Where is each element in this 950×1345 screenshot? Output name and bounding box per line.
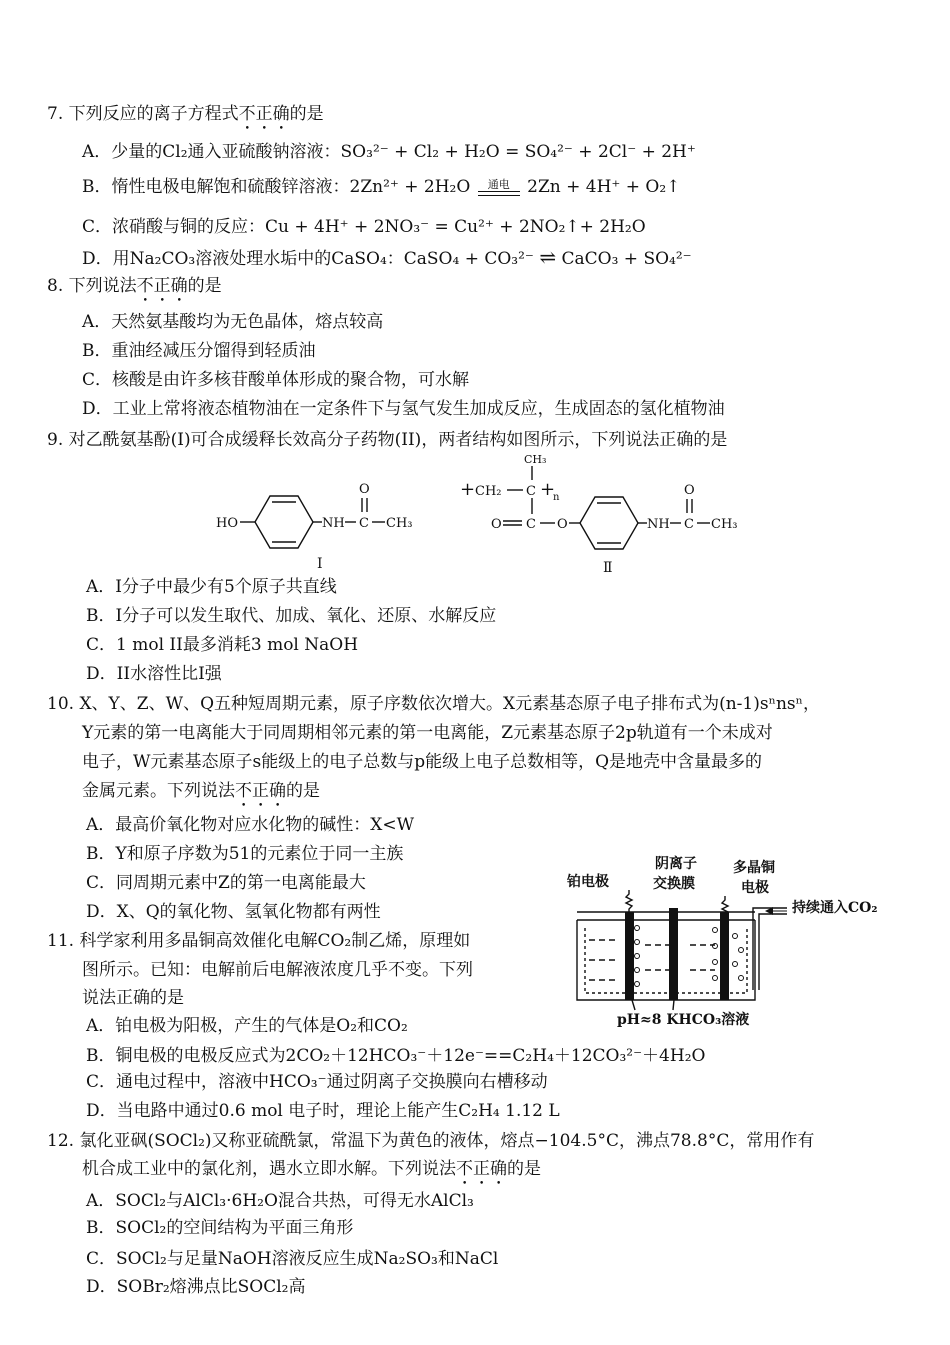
option-label: D． bbox=[86, 664, 117, 684]
q10-option-c bbox=[86, 872, 366, 894]
option-label: D． bbox=[82, 249, 113, 269]
q11-electrolysis-figure bbox=[565, 850, 915, 1030]
option-text: SOBr₂熔沸点比SOCl₂高 bbox=[116, 1277, 306, 1297]
struct-ii-label: Ⅱ bbox=[603, 560, 613, 576]
option-label: D． bbox=[86, 1277, 117, 1297]
option-label: D． bbox=[82, 399, 113, 419]
cu-electrode bbox=[720, 912, 729, 1000]
option-text: X、Q的氧化物、氢氧化物都有两性 bbox=[116, 902, 381, 922]
q7-stem-text: 下列反应的离子方程式 bbox=[68, 104, 239, 124]
option-text: 工业上常将液态植物油在一定条件下与氢气发生加成反应，生成固态的氢化植物油 bbox=[112, 399, 725, 419]
q8-emphasis: 不正确 bbox=[136, 276, 188, 296]
struct-i-label: I bbox=[317, 556, 323, 572]
struct-ii-o-ester: O bbox=[491, 517, 502, 532]
struct-ii-c3: C bbox=[684, 517, 694, 532]
q12-text: 机合成工业中的氯化剂，遇水立即水解。下列说法 bbox=[82, 1159, 456, 1179]
q10-option-b bbox=[86, 843, 403, 865]
q10-line-3: 电子，W元素基态原子s能级上的电子总数与p能级上电子总数相等，Q是地壳中含量最多的 bbox=[82, 752, 763, 772]
option-text: SOCl₂与AlCl₃·6H₂O混合共热，可得无水AlCl₃ bbox=[115, 1191, 474, 1211]
option-text: 用Na₂CO₃溶液处理水垢中的CaSO₄：CaSO₄ + CO₃²⁻ bbox=[112, 249, 534, 269]
q8-option-b bbox=[82, 340, 316, 362]
q8-number: 8. bbox=[47, 276, 64, 296]
option-text: 浓硝酸与铜的反应：Cu + 4H⁺ + 2NO₃⁻ = Cu²⁺ + 2NO₂↑+ 2H₂O bbox=[112, 217, 646, 237]
q9-option-c bbox=[86, 634, 358, 656]
equilibrium-arrow: ⇌ bbox=[539, 245, 557, 269]
pt-electrode bbox=[625, 912, 634, 1000]
option-label: C． bbox=[86, 873, 117, 893]
q11-option-c bbox=[86, 1071, 548, 1093]
q9-number: 9. bbox=[47, 430, 64, 450]
struct-ii-ch3: CH₃ bbox=[711, 517, 738, 532]
q7-number: 7. bbox=[47, 104, 64, 124]
q8-stem bbox=[47, 275, 222, 306]
q11-line-2: 图所示。已知：电解前后电解液浓度几乎不变。下列 bbox=[82, 960, 473, 980]
label-cu-2: 电极 bbox=[741, 880, 769, 896]
option-label: C． bbox=[86, 1072, 117, 1092]
q12-emphasis: 不正确 bbox=[456, 1159, 507, 1179]
q8-stem-text: 下列说法 bbox=[68, 276, 137, 296]
option-text-products: CaCO₃ + SO₄²⁻ bbox=[561, 249, 692, 269]
struct-i-ch3: CH₃ bbox=[386, 516, 413, 531]
q12-text: 氯化亚砜(SOCl₂)又称亚硫酰氯，常温下为黄色的液体，熔点−104.5°C，沸点78.8°C，常用作有 bbox=[79, 1131, 815, 1151]
q9-option-a bbox=[86, 576, 337, 598]
option-label: A． bbox=[86, 577, 116, 597]
struct-ii-c: C bbox=[526, 484, 536, 499]
label-electrolyte: pH≈8 KHCO₃溶液 bbox=[617, 1012, 750, 1028]
q10-option-d bbox=[86, 901, 381, 923]
q10-emphasis: 不正确 bbox=[235, 781, 286, 801]
structure-ii bbox=[460, 453, 738, 576]
option-text: 核酸是由许多核苷酸单体形成的聚合物，可水解 bbox=[112, 370, 470, 390]
q10-line-1 bbox=[47, 693, 820, 715]
option-text: I分子可以发生取代、加成、氧化、还原、水解反应 bbox=[115, 606, 497, 626]
option-text: 1 mol II最多消耗3 mol NaOH bbox=[116, 635, 359, 655]
q12-text-end: 的是 bbox=[507, 1159, 541, 1179]
q8-option-d bbox=[82, 398, 725, 420]
option-label: B． bbox=[82, 341, 112, 361]
option-label: B． bbox=[86, 1046, 116, 1066]
option-label: C． bbox=[86, 635, 117, 655]
option-text: 天然氨基酸均为无色晶体，熔点较高 bbox=[111, 312, 384, 332]
option-text-products: 2Zn + 4H⁺ + O₂↑ bbox=[527, 177, 681, 197]
pt-wire bbox=[626, 890, 632, 912]
condition-label: 通电 bbox=[487, 177, 510, 191]
anion-exchange-membrane bbox=[669, 908, 678, 1000]
q8-stem-end: 的是 bbox=[187, 276, 222, 296]
struct-ii-n: n bbox=[553, 492, 560, 503]
option-text: 铂电极为阳极，产生的气体是O₂和CO₂ bbox=[115, 1016, 408, 1036]
struct-ii-ch3-top: CH₃ bbox=[524, 453, 547, 466]
option-text: 铜电极的电极反应式为2CO₂＋12HCO₃⁻＋12e⁻==C₂H₄＋12CO₃²⁻＋4H₂O bbox=[115, 1046, 706, 1066]
struct-i-ho: HO bbox=[216, 516, 238, 531]
option-text: 重油经减压分馏得到轻质油 bbox=[111, 341, 316, 361]
q12-number: 12. bbox=[47, 1131, 75, 1151]
struct-ii-o-top: O bbox=[684, 483, 695, 498]
label-membrane-1: 阴离子 bbox=[655, 856, 697, 872]
label-membrane-2: 交换膜 bbox=[653, 876, 695, 892]
option-label: D． bbox=[86, 1101, 117, 1121]
q10-text: X、Y、Z、W、Q五种短周期元素，原子序数依次增大。X元素基态原子电子排布式为(n-1)sⁿnsⁿ， bbox=[79, 694, 820, 714]
q12-line-2 bbox=[82, 1158, 541, 1189]
option-label: A． bbox=[82, 142, 112, 162]
q9-option-b bbox=[86, 605, 496, 627]
label-pt-electrode: 铂电极 bbox=[567, 874, 609, 890]
option-label: A． bbox=[82, 312, 112, 332]
q10-text: 金属元素。下列说法 bbox=[82, 781, 235, 801]
q10-line-4 bbox=[82, 780, 320, 811]
option-text: II水溶性比I强 bbox=[116, 664, 222, 684]
q11-option-b bbox=[86, 1045, 705, 1067]
option-label: B． bbox=[86, 1218, 116, 1238]
option-label: A． bbox=[86, 1191, 116, 1211]
option-label: C． bbox=[82, 370, 113, 390]
structure-i bbox=[216, 482, 413, 572]
option-label: B． bbox=[82, 177, 112, 197]
option-text: SOCl₂与足量NaOH溶液反应生成Na₂SO₃和NaCl bbox=[116, 1249, 499, 1269]
q11-text: 科学家利用多晶铜高效催化电解CO₂制乙烯，原理如 bbox=[79, 931, 471, 951]
q11-option-a bbox=[86, 1015, 408, 1037]
option-label: D． bbox=[86, 902, 117, 922]
option-text: 少量的Cl₂通入亚硫酸钠溶液：SO₃²⁻ + Cl₂ + H₂O = SO₄²⁻ + 2Cl⁻ + 2H⁺ bbox=[111, 142, 696, 162]
struct-ii-nh: NH bbox=[647, 517, 670, 532]
option-text: 通电过程中，溶液中HCO₃⁻通过阴离子交换膜向右槽移动 bbox=[116, 1072, 548, 1092]
q10-text-end: 的是 bbox=[286, 781, 320, 801]
option-label: A． bbox=[86, 815, 116, 835]
bracket-left: + bbox=[460, 479, 476, 500]
label-gas-inlet: 持续通入CO₂ bbox=[792, 900, 878, 916]
struct-i-o: O bbox=[359, 482, 370, 497]
q10-line-2: Y元素的第一电离能大于同周期相邻元素的第一电离能，Z元素基态原子2p轨道有一个未成对 bbox=[82, 723, 773, 743]
q7-option-b bbox=[82, 176, 680, 198]
q9-structures bbox=[210, 448, 760, 578]
q7-stem bbox=[47, 103, 324, 134]
option-label: B． bbox=[86, 606, 116, 626]
option-text: 最高价氧化物对应水化物的碱性：X<W bbox=[115, 815, 415, 835]
q7-option-c bbox=[82, 216, 646, 238]
option-label: C． bbox=[86, 1249, 117, 1269]
q7-stem-end: 的是 bbox=[289, 104, 324, 124]
struct-ii-o-link: O bbox=[557, 517, 568, 532]
option-text: Y和原子序数为51的元素位于同一主族 bbox=[115, 844, 404, 864]
struct-i-nh: NH bbox=[322, 516, 345, 531]
option-text: 当电路中通过0.6 mol 电子时，理论上能产生C₂H₄ 1.12 L bbox=[116, 1101, 560, 1121]
q9-stem-text: 对乙酰氨基酚(I)可合成缓释长效高分子药物(II)，两者结构如图所示，下列说法正确的是 bbox=[68, 430, 728, 450]
struct-i-c: C bbox=[359, 516, 369, 531]
label-cu-1: 多晶铜 bbox=[733, 860, 775, 876]
q11-line-3: 说法正确的是 bbox=[82, 988, 184, 1008]
q12-line-1 bbox=[47, 1130, 814, 1152]
option-text: I分子中最少有5个原子共直线 bbox=[115, 577, 337, 597]
q10-number: 10. bbox=[47, 694, 75, 714]
equals-bar bbox=[478, 191, 520, 196]
q11-line-1 bbox=[47, 930, 470, 952]
q7-emphasis: 不正确 bbox=[238, 104, 290, 124]
option-label: C． bbox=[82, 217, 113, 237]
q10-option-a bbox=[86, 814, 414, 836]
q12-option-c bbox=[86, 1248, 498, 1270]
q8-option-c bbox=[82, 369, 469, 391]
q12-option-b bbox=[86, 1217, 353, 1239]
option-text: 同周期元素中Z的第一电离能最大 bbox=[116, 873, 366, 893]
q7-option-d bbox=[82, 246, 692, 270]
struct-ii-ch2: CH₂ bbox=[475, 484, 502, 499]
q12-option-a bbox=[86, 1190, 474, 1212]
q11-number: 11. bbox=[47, 931, 75, 951]
option-text: 惰性电极电解饱和硫酸锌溶液：2Zn²⁺ + 2H₂O bbox=[111, 177, 471, 197]
electrolysis-condition bbox=[476, 179, 522, 197]
bracket-right: + bbox=[540, 479, 556, 500]
option-label: A． bbox=[86, 1016, 116, 1036]
q9-option-d bbox=[86, 663, 222, 685]
option-label: B． bbox=[86, 844, 116, 864]
q7-option-a bbox=[82, 141, 696, 163]
option-text: SOCl₂的空间结构为平面三角形 bbox=[115, 1218, 354, 1238]
q11-option-d bbox=[86, 1100, 560, 1122]
struct-ii-c2: C bbox=[526, 517, 536, 532]
q12-option-d bbox=[86, 1276, 306, 1298]
q8-option-a bbox=[82, 311, 383, 333]
